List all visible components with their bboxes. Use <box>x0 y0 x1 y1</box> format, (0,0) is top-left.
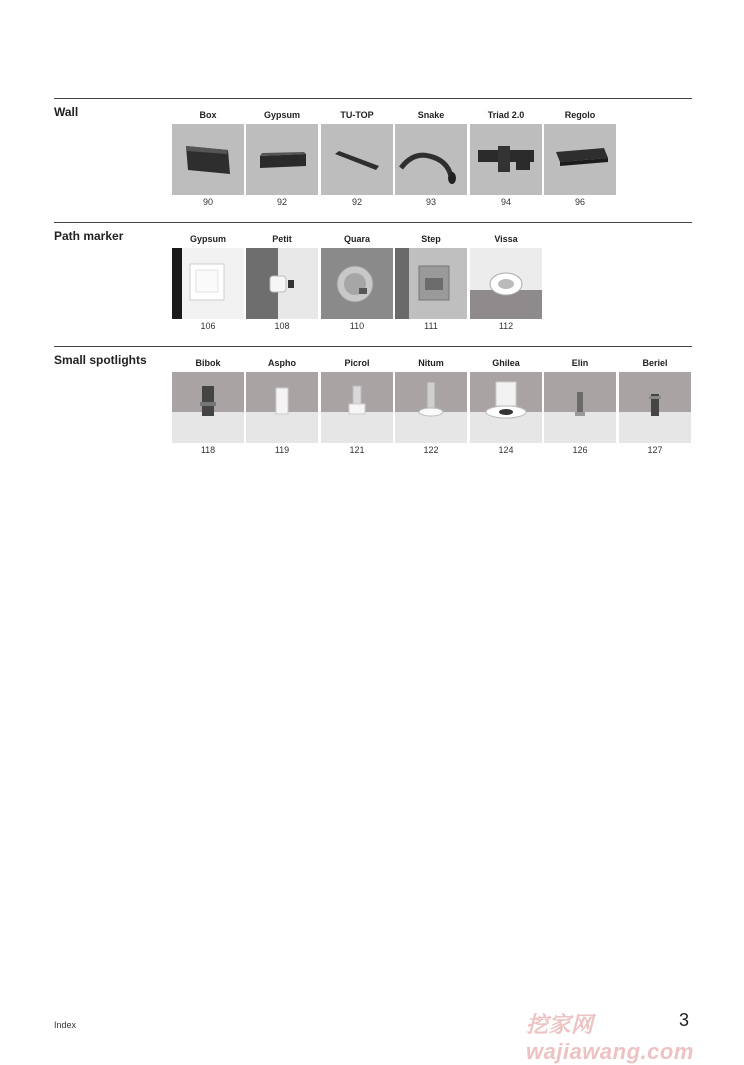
product-image <box>470 372 542 443</box>
product-name: Beriel <box>642 358 668 368</box>
product-image <box>172 372 244 443</box>
product-name: Snake <box>417 110 445 120</box>
product-image <box>172 124 244 195</box>
page-number: 122 <box>423 445 439 455</box>
product-image <box>395 248 467 319</box>
section-divider <box>54 98 692 99</box>
product-name: Triad 2.0 <box>487 110 525 120</box>
page-number: 90 <box>202 197 213 207</box>
product-name: Aspho <box>268 358 296 368</box>
product-name: Nitum <box>418 358 444 368</box>
product-image <box>544 124 616 195</box>
product-name: Step <box>421 234 441 244</box>
product-image <box>246 248 318 319</box>
page-number: 126 <box>572 445 588 455</box>
product-name: Vissa <box>494 234 518 244</box>
product-name: TU-TOP <box>340 110 374 120</box>
section-title: Path marker <box>54 229 124 243</box>
footer-label: Index <box>54 1020 77 1030</box>
page-number: 112 <box>498 321 514 331</box>
product-image <box>246 124 318 195</box>
product-name: Ghilea <box>492 358 520 368</box>
section-small-spotlights <box>54 346 692 460</box>
product-name: Quara <box>343 234 370 244</box>
product-name: Picrol <box>344 358 370 368</box>
page-number: 119 <box>274 445 290 455</box>
page-number-footer: 3 <box>679 1010 690 1030</box>
watermark: 挖家网 wajiawang.com <box>526 1012 694 1064</box>
page-number: 106 <box>200 321 216 331</box>
product-name: Gypsum <box>263 110 300 120</box>
product-image <box>619 372 691 443</box>
page-number: 93 <box>425 197 436 207</box>
product-name: Box <box>199 110 217 120</box>
product-name: Elin <box>571 358 589 368</box>
product-name: Gypsum <box>189 234 226 244</box>
product-image <box>321 124 393 195</box>
page-number: 108 <box>274 321 290 331</box>
product-image <box>321 248 393 319</box>
page-number: 94 <box>500 197 511 207</box>
page-number: 121 <box>349 445 365 455</box>
product-image <box>246 372 318 443</box>
section-title: Wall <box>54 105 79 119</box>
product-image <box>470 248 542 319</box>
section-wall <box>54 98 692 212</box>
section-divider <box>54 222 692 223</box>
product-image <box>470 124 542 195</box>
product-image <box>172 248 244 319</box>
section-divider <box>54 346 692 347</box>
page-number: 92 <box>351 197 362 207</box>
page-number: 111 <box>424 321 438 331</box>
product-name: Regolo <box>564 110 596 120</box>
product-name: Petit <box>272 234 292 244</box>
product-image <box>395 124 467 195</box>
page-number: 92 <box>276 197 287 207</box>
page-number: 110 <box>349 321 365 331</box>
product-image <box>321 372 393 443</box>
section-title: Small spotlights <box>54 353 147 367</box>
page-number: 127 <box>647 445 663 455</box>
page-number: 124 <box>498 445 514 455</box>
product-image <box>395 372 467 443</box>
page-number: 118 <box>200 445 216 455</box>
page-number: 96 <box>574 197 585 207</box>
product-name: Bibok <box>195 358 221 368</box>
section-path-marker <box>54 222 692 336</box>
product-image <box>544 372 616 443</box>
